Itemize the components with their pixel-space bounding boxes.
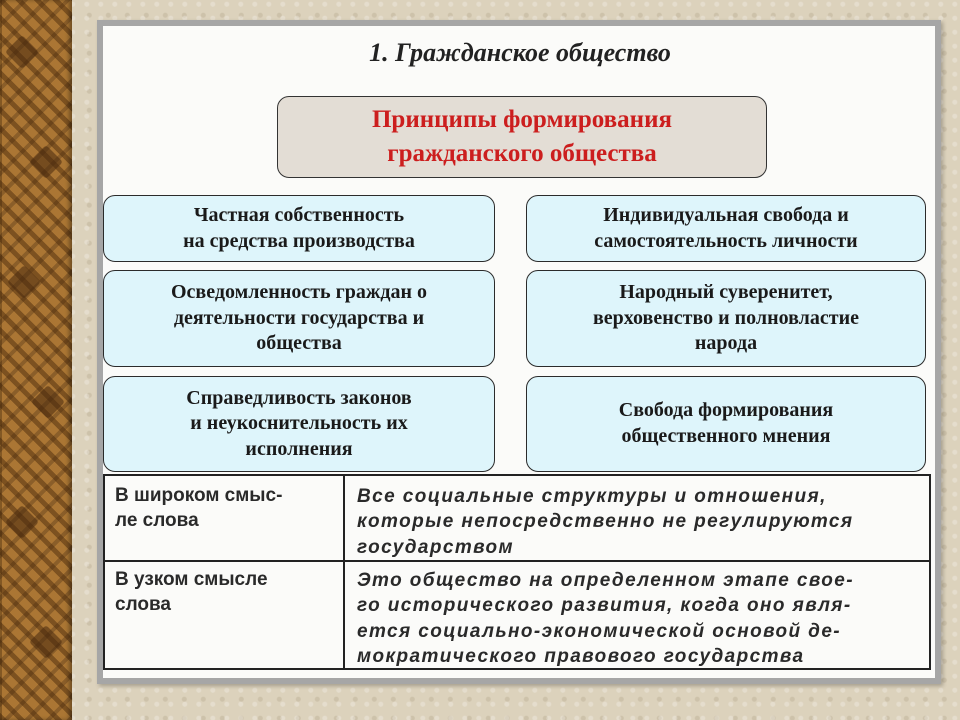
principle-individual-freedom (526, 195, 926, 262)
strip-ornament (5, 505, 39, 539)
principle-text-line: общества (256, 332, 342, 355)
principle-text-line: Индивидуальная свобода и (603, 203, 849, 226)
term-line: В широком смыс- (115, 485, 283, 506)
strip-ornament (31, 385, 65, 419)
principle-text-line: Осведомленность граждан о (171, 281, 427, 304)
definition-line: государством (357, 536, 514, 558)
principle-private-property (103, 195, 495, 262)
principles-headline (277, 96, 767, 178)
principle-text-line: исполнения (245, 437, 353, 460)
principle-popular-sovereignty (526, 270, 926, 367)
principle-text-line: на средства производства (183, 229, 415, 252)
strip-ornament (29, 145, 63, 179)
principle-text-line: деятельности государства и (173, 306, 425, 329)
definition-line: мократического правового государства (357, 645, 805, 667)
principle-just-laws (103, 376, 495, 472)
term-line: слова (115, 593, 171, 615)
principle-text-line: Справедливость законов (186, 386, 412, 409)
headline-line: гражданского общества (387, 140, 657, 167)
principle-text-line: общественного мнения (621, 425, 831, 447)
principle-text-line: и неукоснительность их (190, 412, 408, 435)
definitions-table (103, 474, 931, 670)
definition-line: го исторического развития, когда оно явля- (357, 595, 852, 617)
principle-text-line: Свобода формирования (618, 399, 834, 422)
principle-text-line: верховенство и полновластие (593, 306, 859, 329)
strip-ornament (29, 625, 63, 659)
principle-citizen-awareness (103, 270, 495, 367)
principle-text-line: народа (694, 332, 758, 355)
decorative-side-strip (0, 0, 72, 720)
principle-public-opinion (526, 376, 926, 472)
table-row (105, 476, 929, 562)
term-narrow-sense (105, 560, 345, 668)
definition-broad-sense (345, 476, 929, 560)
principle-text-line: самостоятельность личности (594, 229, 858, 252)
slide-title: 1. Гражданское общество (369, 38, 671, 67)
headline-line: Принципы формирования (371, 106, 672, 134)
term-broad-sense (105, 476, 345, 560)
term-line: В узком смысле (115, 569, 268, 590)
principle-text-line: Народный суверенитет, (619, 281, 833, 304)
table-row (105, 560, 929, 668)
definition-line: которые непосредственно не регулируются (357, 511, 854, 533)
definition-line: Это общество на определенном этапе свое- (357, 570, 854, 591)
principle-text-line: Частная собственность (193, 203, 405, 226)
definition-narrow-sense (345, 560, 929, 668)
definition-line: Все социальные структуры и отношения, (357, 486, 827, 507)
definition-line: ется социально-экономической основой де- (357, 620, 842, 642)
term-line: ле слова (115, 509, 199, 531)
strip-ornament (7, 265, 41, 299)
